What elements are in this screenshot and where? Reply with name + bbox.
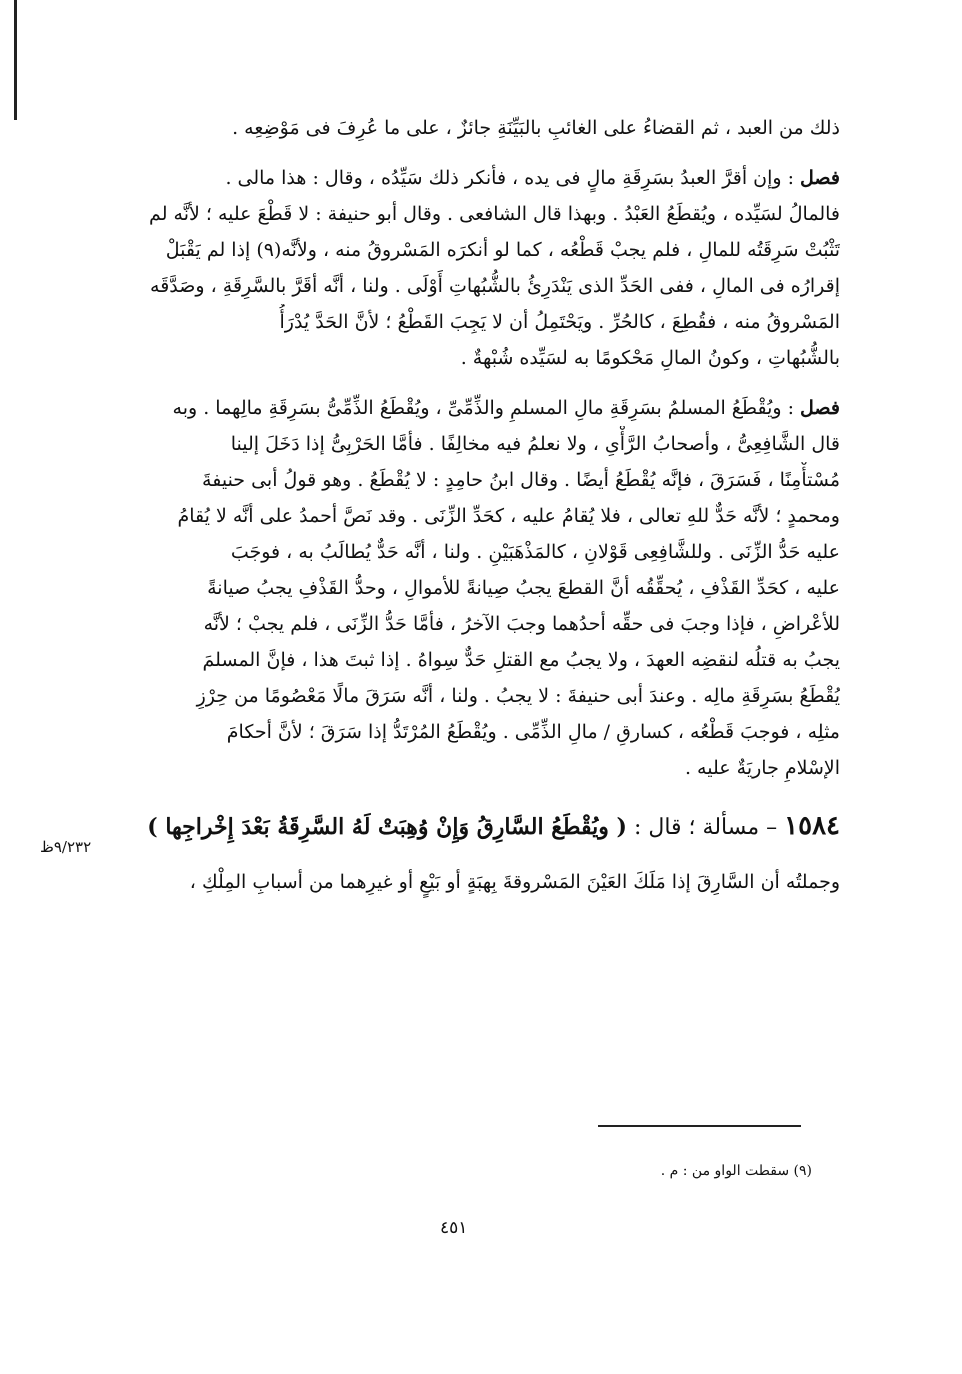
text-line: للأعْراضِ ، فإذا وجبَ فى حقِّه أحدُهما وجبَ الآخرُ ، فأمَّا حَدُّ الزِّنَى ، فلم يجبْ ؛ لأنَّه [203, 613, 840, 635]
section-lead-fasl: فصل [800, 397, 840, 419]
footnote-divider [598, 1125, 801, 1127]
masala-dash: – [766, 815, 778, 840]
text-line: ذلك من العبد ، ثم القضاءُ على الغائبِ بالبَيِّنَةِ جائزٌ ، على ما عُرِفَ فى مَوْضِعِه . [232, 117, 840, 139]
text-line: عليه حَدُّ الزِّنَى . وللشَّافِعِى قَوْلانِ ، كالمَذْهَبَيْنِ . ولنا ، أنَّه حَدٌّ يُطالَبُ به ، فوجَبَ [230, 541, 840, 563]
paragraph-fasl-2-line-1 [110, 390, 840, 426]
text-line: المَسْروقُ منه ، فقُطِعَ ، كالحُرِّ . ويَحْتَمِلُ أن لا يَجِبَ القَطْعُ ؛ لأنَّ الحَدَّ يُدْرَأُ [279, 311, 840, 333]
text-line: قال الشَّافِعِىُّ ، وأصحابُ الرَّأْىِ ، ولا نعلمُ فيه مخالِفًا . فأمَّا الحَرْبِىُّ إذا دَخَلَ إلينا [230, 433, 840, 455]
text-line: تَثْبُتْ سَرِقَتُه للمالِ ، فلم يجبْ قَطْعُه ، كما لو أنكرَه المَسْروقُ منه ، ولأنَّه(٩) إذا لم يَقْبَلْ [165, 239, 840, 261]
page-number: ٤٥١ [440, 1218, 468, 1238]
masala-number: ١٥٨٤ [784, 811, 840, 841]
page-body [110, 110, 840, 900]
page-edge-line [14, 0, 17, 120]
masala-label: مسألة ؛ قال : [633, 815, 760, 840]
text-span: : ويُقْطَعُ المسلمُ بسَرِقَةِ مالِ المسلمِ والذِّمِّىِّ ، ويُقْطَعُ الذِّمِّىُّ بسَرِقَةِ مالِهما . وبه [172, 397, 794, 419]
masala-quote: ( ويُقْطَعُ السَّارِقُ وَإِنْ وُهِبَتْ لَهُ السَّرِقَةُ بَعْدَ إِخْراجِها ) [147, 814, 627, 840]
text-span: : وإن أقرَّ العبدُ بسَرِقَةِ مالٍ فى يده ، فأنكر ذلك سَيِّدُه ، وقال : هذا مالى . [225, 167, 794, 189]
text-line: يجبُ به قتلُه لنقضِه العهدَ ، ولا يجبُ مع القتلِ حَدٌّ سِواهُ . إذا ثبتَ هذا ، فإنَّ المسلمَ [202, 649, 840, 671]
text-line: الإسْلامِ جاريَةٌ عليه . [684, 757, 840, 779]
text-line: إقرارُه فى المالِ ، ففى الحَدِّ الذى يَنْدَرِئُ بالشُّبُهاتِ أَوْلَى . ولنا ، أنَّه أقَرَّ بالسَّرِقَةِ ، وصَدَّقَه [150, 275, 840, 297]
text-line: بالشُّبُهاتِ ، وكونُ المالِ مَحْكومًا به لسَيِّده شُبْهةٌ . [460, 347, 840, 369]
text-line: ومحمدٍ ؛ لأنَّه حَدٌّ للهِ تعالى ، فلا يُقامُ عليه ، كحَدِّ الزِّنَى . وقد نَصَّ أحمدُ على أنَّه لا يُقامُ [177, 505, 840, 527]
text-line: مثلِه ، فوجبَ قَطْعُه ، كسارقِ / مالِ الذِّمِّى . ويُقْطَعُ المُرْتَدُّ إذا سَرَقَ ؛ لأنَّ أحكامَ [226, 721, 840, 743]
manuscript-margin-note: ٩/٢٣٢ظ [40, 838, 92, 856]
text-line: فالمالُ لسَيِّده ، ويُقطَعُ العَبْدُ . وبهذا قال الشافعى . وقال أبو حنيفة : لا قَطْعَ عليه ؛ لأنَّه لم [149, 203, 840, 225]
text-line: وجملتُه أن السَّارِقَ إذا مَلَكَ العَيْنَ المَسْروقةَ بِهبَةٍ أو بَيْعٍ أو غيرِهما من أسبابِ المِلْكِ ، [189, 871, 840, 893]
footnote: (٩) سقطت الواو من : م . [660, 1163, 812, 1179]
text-line: عليه ، كحَدِّ القَذْفِ ، يُحقِّقُه أنَّ القطعَ يجبُ صِيانةً للأموالِ ، وحدُّ القَذْفِ يجبُ صيانةً [207, 577, 840, 599]
text-line: مُسْتأْمِنًا ، فَسَرَقَ ، فإنَّه يُقْطَعُ أيضًا . وقال ابنُ حامِدٍ : لا يُقْطَعُ . وهو قولُ أبى حنيفةَ [202, 469, 840, 491]
masala-heading [110, 804, 840, 850]
paragraph-fasl-1-line-1 [110, 160, 840, 196]
section-lead-fasl: فصل [800, 167, 840, 189]
text-line: يُقْطَعُ بسَرِقَةِ مالِه . وعندَ أبى حنيفةَ : لا يجبُ . ولنا ، أنَّه سَرَقَ مالًا مَعْصُومًا من حِرْزِ [196, 685, 840, 707]
